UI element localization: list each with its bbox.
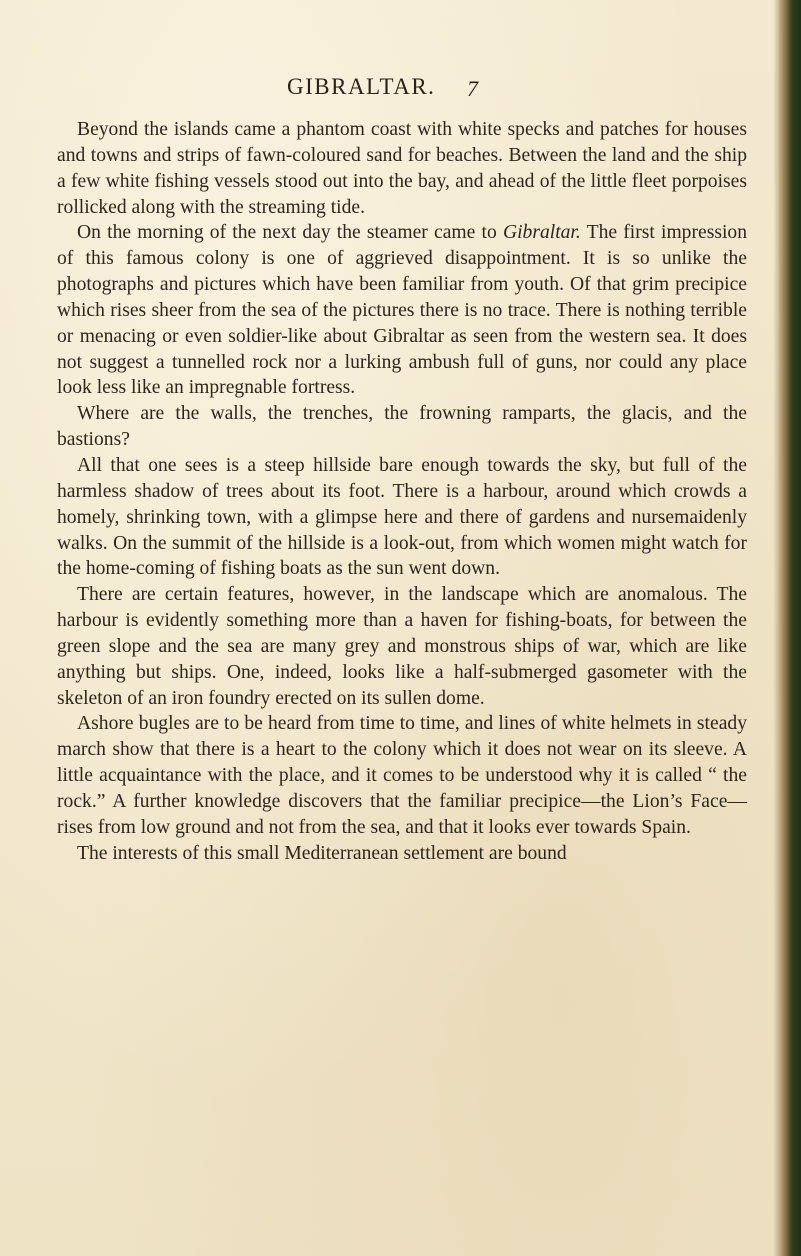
- page-header: [0, 74, 801, 114]
- paragraph: Where are the walls, the trenches, the frowning ramparts, the glacis, and the bastions?: [57, 403, 747, 451]
- running-title: GIBRALTAR.: [287, 74, 436, 99]
- paragraph-text: On the morning of the next day the steamer came to: [77, 222, 503, 244]
- paragraph: Beyond the islands came a phantom coast with white specks and patches for houses and towns and strips of fawn-coloured sand for beaches. Between the land and the ship a few white fishing vessels stood out into the bay, and ahead of the little fleet porpoises rollicked along with the streaming tide.: [57, 119, 747, 218]
- paragraph: Ashore bugles are to be heard from time to time, and lines of white helmets in steady march show that there is a heart to the colony which it does not wear on its sleeve. A little acquaintance with the place, and it comes to be understood why it is called “ the rock.” A further knowledge discovers that the familiar precipice—the Lion’s Face—rises from low ground and not from the sea, and that it looks ever towards Spain.: [57, 713, 747, 838]
- page-number: 7: [467, 76, 478, 101]
- paragraph: [57, 220, 747, 401]
- book-spine: [779, 0, 801, 1256]
- paragraph-text: The first impression of this famous colony is one of aggrieved disappointment. It is so unlike the photographs and pictures which have been familiar from youth. Of that grim precipice which rises sheer from the sea of the pictures there is no trace. There is nothing terrible or menacing or even soldier-like about Gibraltar as seen from the western sea. It does not suggest a tunnelled rock nor a lurking ambush full of guns, nor could any place look less like an impregnable fortress.: [57, 222, 747, 399]
- italic-place-name: Gibraltar.: [502, 222, 581, 244]
- page-body: [57, 117, 747, 866]
- paragraph: The interests of this small Mediterranean settlement are bound: [77, 842, 567, 864]
- paragraph: There are certain features, however, in the landscape which are anomalous. The harbour is evidently something more than a haven for fishing-boats, for between the green slope and the sea are many grey and monstrous ships of war, which are like anything but ships. One, indeed, looks like a half-submerged gasometer with the skeleton of an iron foundry erected on its sullen dome.: [57, 584, 747, 709]
- paragraph: All that one sees is a steep hillside bare enough towards the sky, but full of the harmless shadow of trees about its foot. There is a harbour, around which crowds a homely, shrinking town, with a glimpse here and there of gardens and nursemaidenly walks. On the summit of the hillside is a look-out, from which women might watch for the home-coming of fishing boats as the sun went down.: [57, 454, 747, 580]
